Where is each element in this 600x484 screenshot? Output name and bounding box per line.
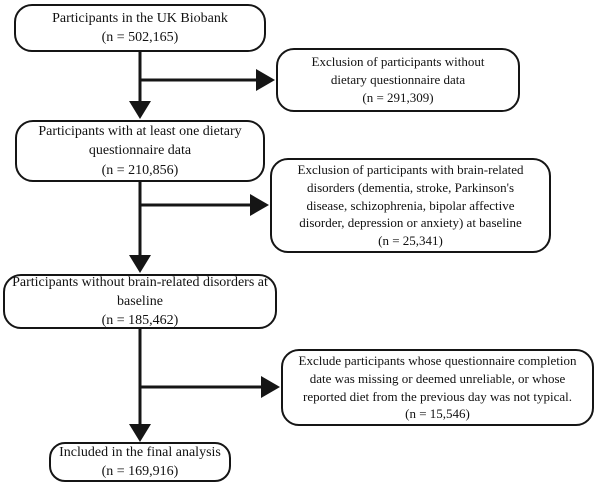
arrow-dietary-to-no-disorders [129, 182, 151, 273]
flow-box-final-analysis [49, 442, 231, 482]
box-label: Participants in the UK Biobank [52, 10, 228, 26]
arrow-exclusion-no-dietary-data [140, 69, 275, 91]
box-label: Participants without brain-related disorders at baseline [12, 274, 268, 309]
arrow-exclusion-brain-disorders [140, 194, 269, 216]
box-label: Included in the final analysis [59, 444, 221, 460]
flow-box-no-brain-disorders [3, 274, 277, 329]
exclusion-box-brain-disorders [270, 158, 551, 253]
arrow-biobank-to-dietary [129, 52, 151, 119]
box-count: (n = 502,165) [101, 30, 179, 45]
box-count: (n = 15,546) [405, 406, 470, 422]
exclusion-box-unreliable-completion [281, 349, 594, 426]
flow-box-participants-uk-biobank [14, 4, 266, 52]
box-count: (n = 25,341) [378, 233, 443, 249]
box-label: Exclusion of participants without dietary questionnaire data [311, 54, 485, 88]
box-count: (n = 169,916) [101, 464, 179, 479]
exclusion-box-no-dietary-data [276, 48, 520, 112]
flow-box-dietary-questionnaire [15, 120, 265, 182]
box-count: (n = 291,309) [362, 89, 434, 105]
box-count: (n = 185,462) [101, 313, 179, 329]
box-label: Participants with at least one dietary questionnaire data [38, 124, 242, 159]
box-label: Exclude participants whose questionnaire completion date was missing or deemed unreliable, or whose reported diet from the previous day was not typical. [298, 352, 577, 404]
box-label: Exclusion of participants with brain-related disorders (dementia, stroke, Parkinson's disease, schizophrenia, bipolar affective disorder, depression or anxiety) at baseline [297, 161, 524, 231]
arrow-exclusion-unreliable-completion [140, 376, 280, 398]
box-count: (n = 210,856) [101, 162, 179, 178]
